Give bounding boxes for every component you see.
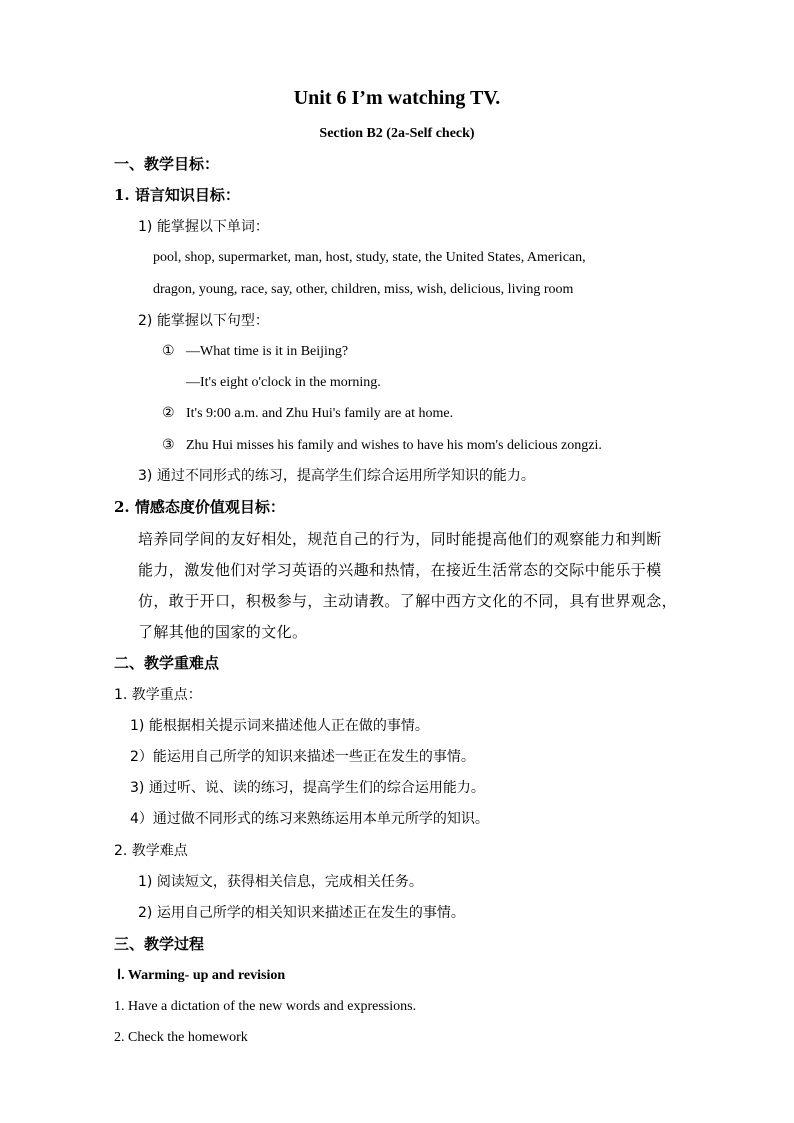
procedure-step-2: 2. Check the homework <box>114 1030 248 1045</box>
subheading-attitude: 2. 情感态度价值观目标： <box>114 498 285 516</box>
key-point-item: 4）通过做不同形式的练习来熟练运用本单元所学的知识。 <box>130 811 489 827</box>
words-line-2: dragon, young, race, say, other, children, miss, wish, delicious, living room <box>153 282 574 297</box>
attitude-paragraph-line-4: 了解其他的国家的文化。 <box>138 623 308 641</box>
words-line-1: pool, shop, supermarket, man, host, study, state, the United States, American, <box>153 250 586 265</box>
sentence-3-text: Zhu Hui misses his family and wishes to have his mom's delicious zongzi. <box>186 438 602 453</box>
document-subtitle: Section B2 (2a-Self check) <box>319 126 475 141</box>
sentence-2-marker: ② <box>162 406 175 421</box>
key-points-heading: 1. 教学重点： <box>114 687 202 703</box>
difficulties-heading: 2. 教学难点 <box>114 843 188 859</box>
difficulty-item: 1) 阅读短文，获得相关信息，完成相关任务。 <box>138 874 423 890</box>
key-point-item: 1) 能根据相关提示词来描述他人正在做的事情。 <box>130 718 429 734</box>
objective-item-3: 3) 通过不同形式的练习，提高学生们综合运用所学知识的能力。 <box>138 468 535 484</box>
difficulty-item: 2) 运用自己所学的相关知识来描述正在发生的事情。 <box>138 905 465 921</box>
attitude-paragraph-line-3: 仿，敢于开口，积极参与，主动请教。了解中西方文化的不同，具有世界观念， <box>138 592 678 610</box>
section-heading-procedure: 三、教学过程 <box>114 935 205 953</box>
warmup-heading: Ⅰ. Warming- up and revision <box>117 968 286 983</box>
key-point-item: 3) 通过听、说、读的练习，提高学生们的综合运用能力。 <box>130 780 485 796</box>
sentence-1-marker: ① <box>162 344 175 359</box>
section-heading-objectives: 一、教学目标： <box>114 155 220 173</box>
section-heading-key-points: 二、教学重难点 <box>114 654 220 672</box>
sentence-1-question: —What time is it in Beijing? <box>186 344 349 359</box>
attitude-paragraph-line-1: 培养同学间的友好相处，规范自己的行为，同时能提高他们的观察能力和判断 <box>138 530 662 548</box>
key-point-item: 2）能运用自己所学的知识来描述一些正在发生的事情。 <box>130 749 475 765</box>
words-label: 1) 能掌握以下单词： <box>138 219 269 235</box>
sentence-3-marker: ③ <box>162 438 175 453</box>
attitude-paragraph-line-2: 能力，激发他们对学习英语的兴趣和热情，在接近生活常态的交际中能乐于模 <box>138 561 662 579</box>
sentence-1-answer: —It's eight o'clock in the morning. <box>186 375 381 390</box>
sentence-2-text: It's 9:00 a.m. and Zhu Hui's family are at home. <box>186 406 454 421</box>
sentences-label: 2) 能掌握以下句型： <box>138 313 269 329</box>
document-title: Unit 6 I’m watching TV. <box>293 87 501 109</box>
subheading-language-knowledge: 1. 语言知识目标： <box>114 186 240 204</box>
procedure-step-1: 1. Have a dictation of the new words and expressions. <box>114 999 417 1014</box>
